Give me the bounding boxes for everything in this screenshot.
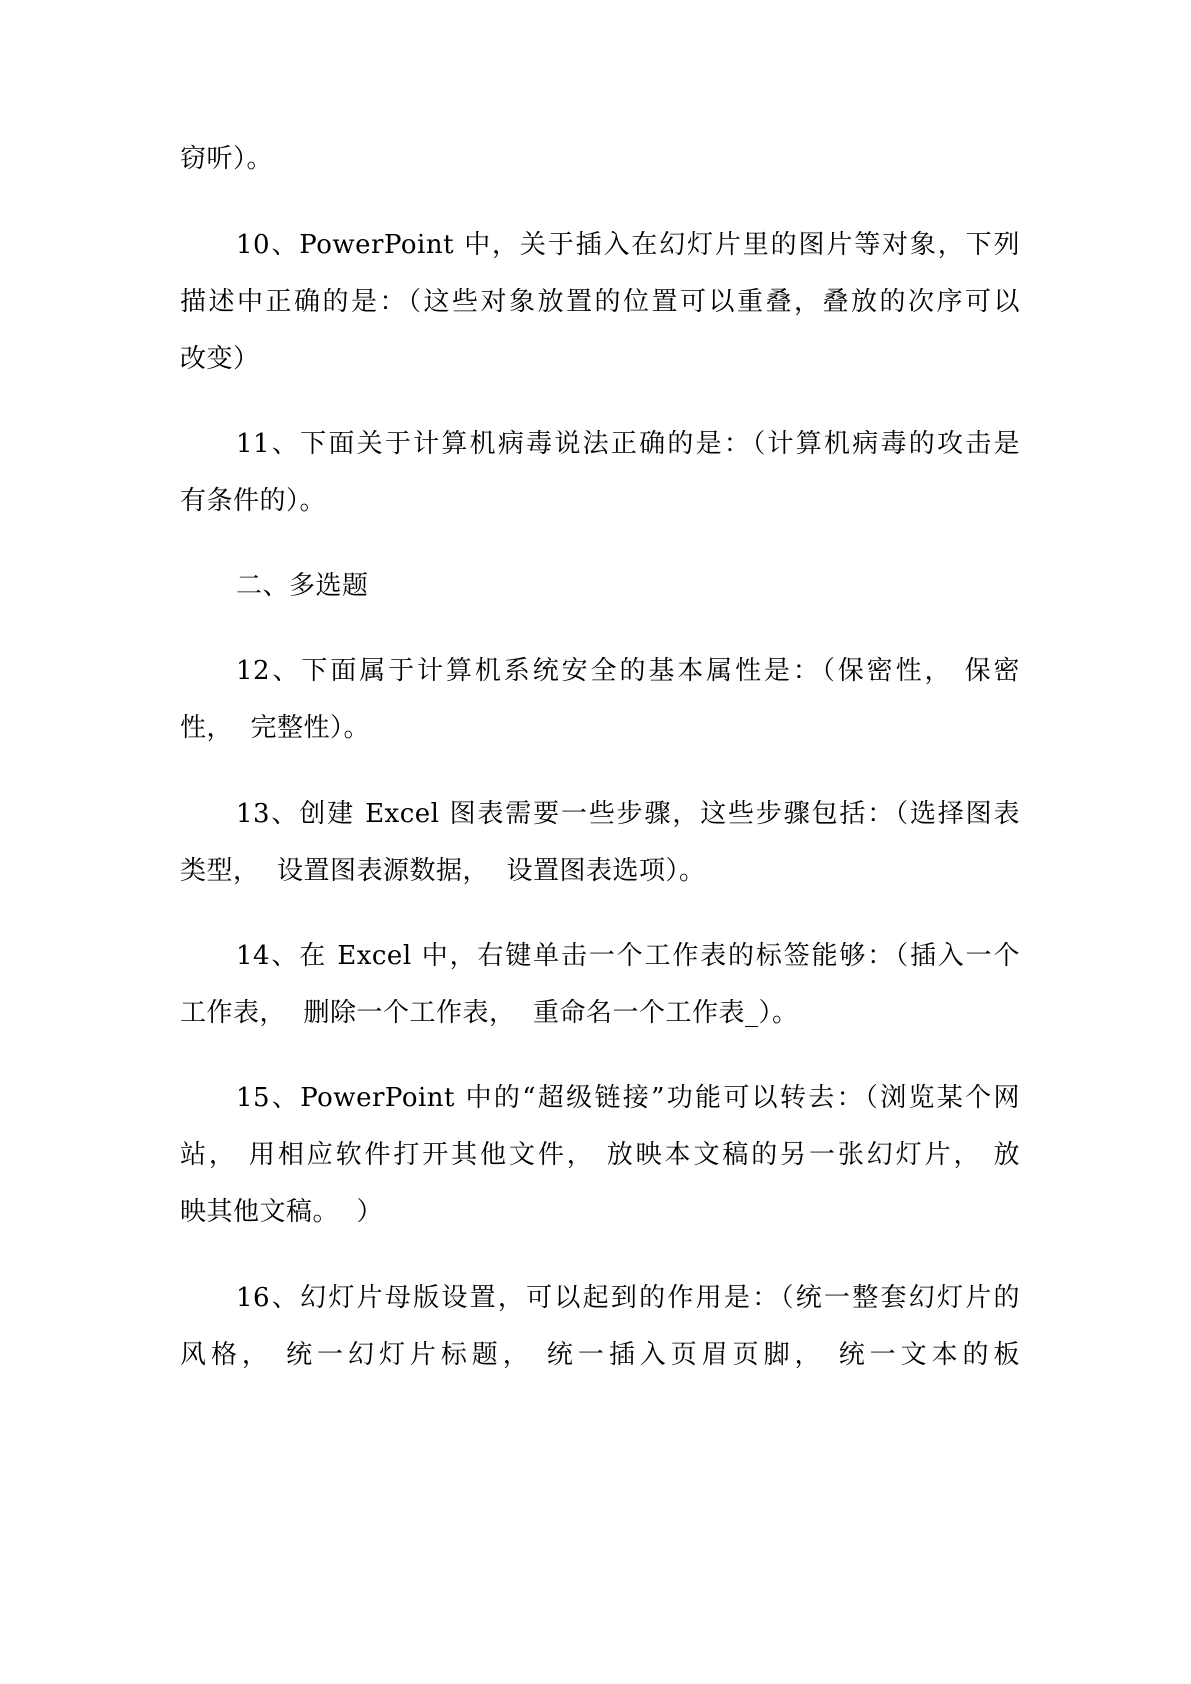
- question-14-line-2: 工作表， 删除一个工作表， 重命名一个工作表_）。: [180, 998, 799, 1028]
- question-13-line-1: 13、创建 Excel 图表需要一些步骤，这些步骤包括：（选择图表: [236, 799, 1020, 829]
- question-15-line-3: 映其他文稿。 ）: [180, 1197, 384, 1227]
- question-13-line-2: 类型， 设置图表源数据， 设置图表选项）。: [180, 856, 706, 886]
- question-15-line-1: 15、PowerPoint 中的“超级链接”功能可以转去：（浏览某个网: [236, 1083, 1020, 1113]
- question-16-line-1: 16、幻灯片母版设置，可以起到的作用是：（统一整套幻灯片的: [236, 1283, 1020, 1313]
- section-heading-multiple-choice: 二、多选题: [236, 571, 369, 601]
- text-line: 窃听）。: [180, 144, 274, 174]
- question-10-line-1: 10、PowerPoint 中，关于插入在幻灯片里的图片等对象，下列: [236, 230, 1020, 260]
- question-12-line-2: 性， 完整性）。: [180, 713, 371, 743]
- question-10-line-3: 改变）: [180, 344, 260, 374]
- question-15-line-2: 站， 用相应软件打开其他文件， 放映本文稿的另一张幻灯片， 放: [180, 1140, 1020, 1170]
- question-14-line-1: 14、在 Excel 中，右键单击一个工作表的标签能够：（插入一个: [236, 941, 1020, 971]
- question-12-line-1: 12、下面属于计算机系统安全的基本属性是：（保密性， 保密: [236, 656, 1020, 686]
- question-10-line-2: 描述中正确的是：（这些对象放置的位置可以重叠，叠放的次序可以: [180, 287, 1020, 317]
- question-16-line-2: 风格， 统一幻灯片标题， 统一插入页眉页脚， 统一文本的板: [180, 1340, 1020, 1370]
- question-11-line-1: 11、下面关于计算机病毒说法正确的是：（计算机病毒的攻击是: [236, 429, 1020, 459]
- question-11-line-2: 有条件的）。: [180, 486, 327, 516]
